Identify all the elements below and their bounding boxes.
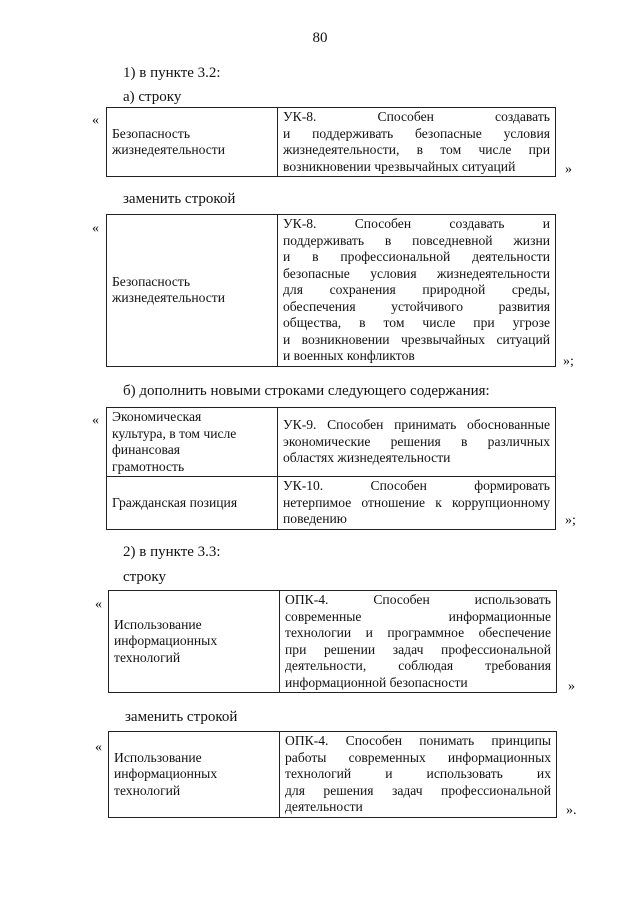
open-quote: « bbox=[92, 221, 99, 236]
desc-line: современные информационные bbox=[285, 608, 551, 624]
desc-line: УК-8. Способен создавать bbox=[283, 109, 550, 124]
close-quote: » bbox=[565, 162, 572, 177]
desc-line: возникновении чрезвычайных ситуаций bbox=[283, 158, 516, 174]
desc-line: информационной безопасности bbox=[285, 674, 468, 690]
name-line: Экономическая bbox=[112, 409, 202, 424]
desc-line: и возникновении чрезвычайных ситуаций bbox=[283, 331, 550, 347]
item-a-row: а) строку bbox=[123, 89, 182, 105]
close-quote-period: ». bbox=[566, 803, 577, 818]
name-line: Гражданская позиция bbox=[112, 494, 238, 510]
close-quote: » bbox=[568, 679, 575, 694]
competence-desc-cell bbox=[278, 108, 556, 177]
desc-line: технологии и программное обеспечение bbox=[285, 625, 551, 640]
desc-line: УК-8. Способен создавать и bbox=[283, 216, 550, 231]
name-line: Использование bbox=[114, 749, 202, 765]
close-quote-semicolon: »; bbox=[563, 354, 574, 369]
desc-line: обеспечения устойчивого развития bbox=[283, 298, 550, 314]
desc-line: поддерживать в повседневной жизни bbox=[283, 232, 550, 248]
desc-line: поведению bbox=[283, 511, 347, 526]
desc-line: общества, в том числе при угрозе bbox=[283, 315, 550, 330]
competence-name-cell bbox=[109, 732, 280, 818]
replace-with-row-1: заменить строкой bbox=[123, 191, 236, 207]
desc-line: деятельности bbox=[285, 799, 363, 814]
desc-line: УК-10. Способен формировать bbox=[283, 478, 550, 493]
name-line: технологий bbox=[114, 782, 181, 798]
desc-line: для сохранения природной среды, bbox=[283, 282, 550, 297]
competence-desc-cell bbox=[280, 591, 557, 693]
desc-line: и военных конфликтов bbox=[283, 348, 415, 363]
desc-line: работы современных информационных bbox=[285, 749, 551, 765]
name-line: технологий bbox=[114, 649, 181, 665]
name-line: Безопасность bbox=[112, 273, 191, 289]
close-quote-semicolon: »; bbox=[565, 513, 576, 528]
competence-desc-cell bbox=[280, 732, 557, 818]
name-line: информационных bbox=[114, 633, 218, 649]
desc-line: ОПК-4. Способен использовать bbox=[285, 592, 551, 607]
competence-name-cell bbox=[107, 215, 278, 367]
competence-name-cell bbox=[107, 408, 278, 477]
table-5 bbox=[108, 731, 557, 818]
desc-line: нетерпимое отношение к коррупционному bbox=[283, 494, 550, 510]
name-line: грамотность bbox=[112, 458, 185, 474]
competence-name-cell bbox=[107, 477, 278, 530]
competence-name-cell bbox=[107, 108, 278, 177]
desc-line: экономические решения в различных bbox=[283, 433, 550, 449]
desc-line: деятельности, соблюдая требования bbox=[285, 658, 551, 673]
competence-desc-cell bbox=[278, 408, 556, 477]
desc-line: УК-9. Способен принимать обоснованные bbox=[283, 417, 550, 433]
item-row: строку bbox=[123, 569, 166, 585]
item-point-3-2: 1) в пункте 3.2: bbox=[123, 65, 221, 81]
name-line: информационных bbox=[114, 766, 218, 781]
desc-line: областях жизнедеятельности bbox=[283, 450, 451, 466]
open-quote: « bbox=[92, 113, 99, 128]
table-3 bbox=[106, 407, 556, 530]
desc-line: и в профессиональной деятельности bbox=[283, 249, 550, 264]
desc-line: безопасные условия жизнедеятельности bbox=[283, 265, 550, 281]
desc-line: ОПК-4. Способен понимать принципы bbox=[285, 733, 551, 748]
name-line: Использование bbox=[114, 616, 202, 632]
name-line: жизнедеятельности bbox=[112, 290, 225, 306]
desc-line: для решения задач профессиональной bbox=[285, 782, 551, 798]
open-quote: « bbox=[95, 740, 102, 755]
name-line: жизнедеятельности bbox=[112, 142, 225, 157]
page-number: 80 bbox=[312, 30, 328, 46]
desc-line: технологий и использовать их bbox=[285, 766, 551, 781]
open-quote: « bbox=[95, 597, 102, 612]
item-b-add-rows: б) дополнить новыми строками следующего содержания: bbox=[123, 383, 490, 399]
replace-with-row-2: заменить строкой bbox=[125, 709, 238, 725]
competence-name-cell bbox=[109, 591, 280, 693]
competence-desc-cell bbox=[278, 477, 556, 530]
name-line: Безопасность bbox=[112, 125, 191, 141]
name-line: культура, в том числе bbox=[112, 425, 237, 441]
table-1 bbox=[106, 107, 556, 177]
open-quote: « bbox=[92, 413, 99, 428]
table-4 bbox=[108, 590, 557, 693]
item-point-3-3: 2) в пункте 3.3: bbox=[123, 544, 221, 560]
competence-desc-cell bbox=[278, 215, 556, 367]
desc-line: и поддерживать безопасные условия bbox=[283, 125, 550, 141]
name-line: финансовая bbox=[112, 442, 181, 457]
table-2 bbox=[106, 214, 556, 367]
desc-line: при решении задач профессиональной bbox=[285, 641, 551, 657]
desc-line: жизнедеятельности, в том числе при bbox=[283, 142, 550, 157]
